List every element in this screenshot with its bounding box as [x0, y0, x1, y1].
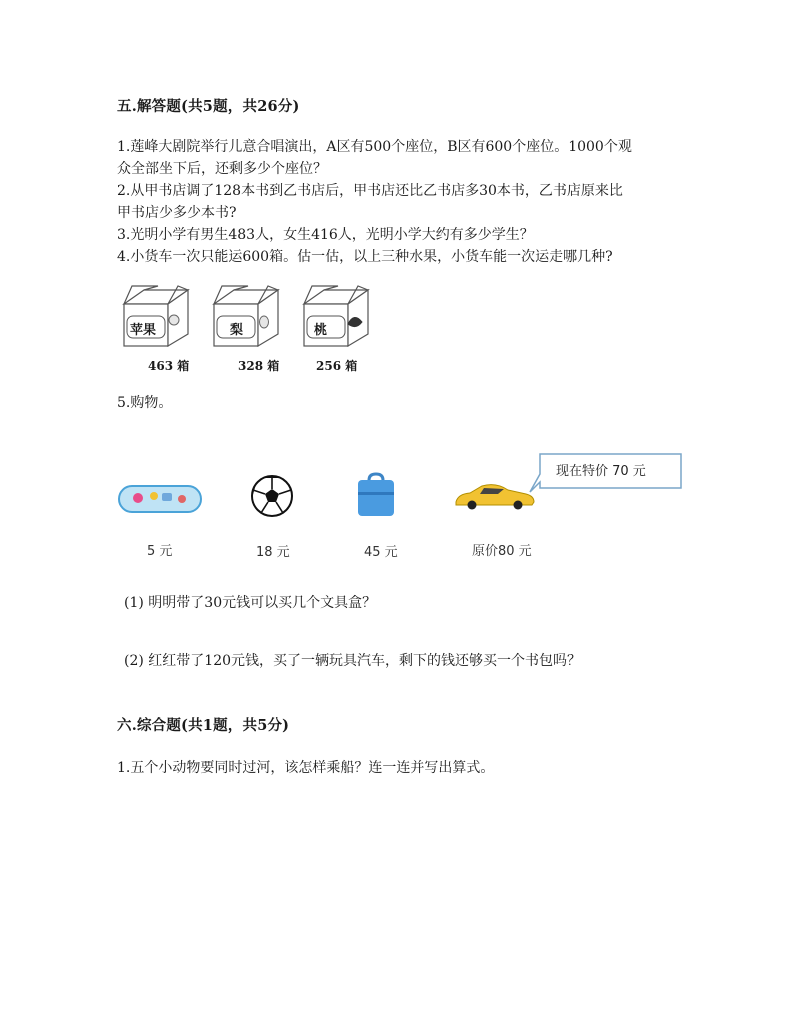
box-count: 256 箱	[316, 359, 358, 373]
callout-text: 现在特价 70 元	[556, 464, 646, 479]
box-icon	[208, 282, 286, 352]
question-3: 3.光明小学有男生483人，女生416人，光明小学大约有多少学生？	[117, 227, 534, 243]
box-count: 463 箱	[148, 359, 190, 373]
section5-title: 五.解答题(共5题，共26分)	[117, 98, 300, 115]
box-label: 桃	[314, 323, 328, 338]
soccer-ball-icon	[250, 474, 294, 518]
question-2-line-2: 甲书店少多少本书?	[117, 205, 237, 221]
box-count: 328 箱	[238, 359, 280, 373]
box-label: 梨	[230, 323, 244, 338]
toy-car-icon	[452, 480, 536, 510]
box-icon	[298, 282, 376, 352]
price-backpack: 45 元	[364, 545, 398, 560]
section6-title: 六.综合题(共1题，共5分)	[117, 717, 290, 734]
price-pencil-case: 5 元	[147, 544, 173, 559]
section6-question-1: 1.五个小动物要同时过河，该怎样乘船？连一连并写出算式。	[117, 760, 495, 776]
question-5: 5.购物。	[117, 395, 173, 411]
box-label: 苹果	[130, 323, 157, 338]
question-2-line-1: 2.从甲书店调了128本书到乙书店后，甲书店还比乙书店多30本书，乙书店原来比	[117, 183, 623, 199]
apple-icon	[169, 315, 179, 325]
backpack-icon	[356, 472, 396, 518]
sub-question-1: (1) 明明带了30元钱可以买几个文具盒？	[124, 595, 377, 611]
question-1-line-2: 众全部坐下后，还剩多少个座位？	[117, 161, 327, 177]
question-1-line-1: 1.莲峰大剧院举行儿意合唱演出，A区有500个座位，B区有600个座位。1000个观	[117, 139, 632, 155]
sub-question-2: (2) 红红带了120元钱，买了一辆玩具汽车，剩下的钱还够买一个书包吗？	[124, 653, 582, 669]
pencil-case-icon	[118, 484, 202, 514]
price-soccer-ball: 18 元	[256, 545, 290, 560]
pear-icon	[260, 316, 269, 328]
question-4: 4.小货车一次只能运600箱。估一估，以上三种水果，小货车能一次运走哪几种?	[117, 249, 613, 265]
fruit-boxes	[118, 282, 368, 377]
box-icon	[118, 282, 196, 352]
price-toy-car: 原价80 元	[472, 544, 532, 559]
